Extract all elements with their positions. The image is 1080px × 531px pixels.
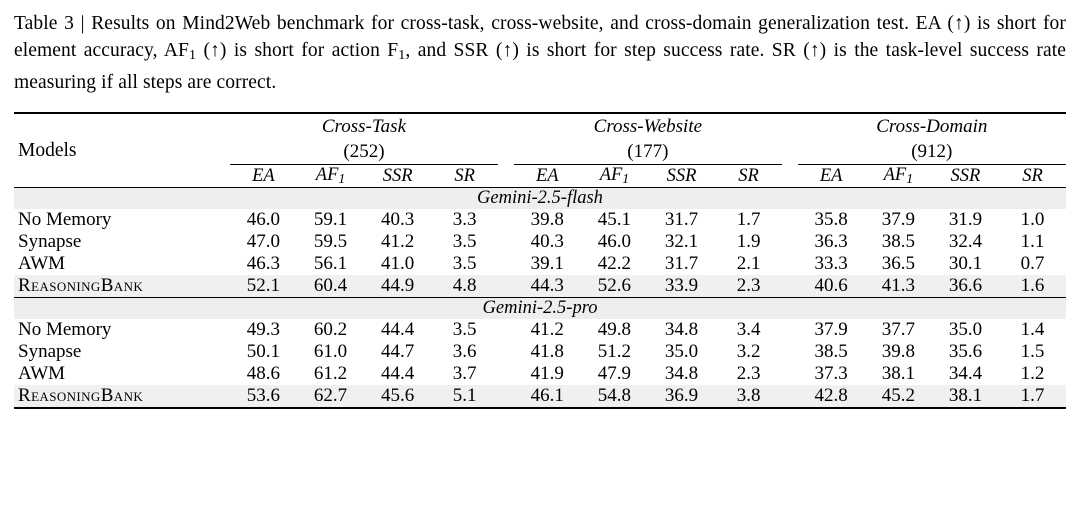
- cell-value: 38.5: [881, 231, 915, 253]
- cell-value: 1.5: [1020, 341, 1045, 363]
- cell-value: 3.8: [736, 385, 761, 407]
- row-label: Synapse: [18, 231, 82, 253]
- cell-value: 59.5: [313, 231, 348, 253]
- cell-value: 40.3: [530, 231, 564, 253]
- cell-value: 1.1: [1020, 231, 1045, 253]
- cell-value: 34.8: [664, 319, 699, 341]
- metric-header-cw-af1: $AF_1$: [599, 165, 630, 187]
- group-count-cross-domain: (912): [911, 141, 953, 163]
- cell-value: 33.3: [814, 253, 848, 275]
- cell-value: 41.8: [530, 341, 564, 363]
- cell-value: 37.9: [814, 319, 848, 341]
- cell-value: 37.7: [881, 319, 915, 341]
- cell-value: 37.9: [881, 209, 915, 231]
- cell-value: 4.8: [452, 275, 477, 297]
- cell-value: 3.5: [452, 319, 477, 341]
- cell-value: 38.1: [948, 385, 983, 407]
- cell-value: 39.8: [530, 209, 564, 231]
- metric-spacer-1: [498, 165, 514, 188]
- cell-spacer: [498, 275, 514, 298]
- cell-value: 38.1: [881, 363, 915, 385]
- cell-value: 38.5: [814, 341, 848, 363]
- cell-value: 61.0: [313, 341, 348, 363]
- cell-value: 37.3: [814, 363, 848, 385]
- row-label: No Memory: [18, 209, 112, 231]
- cell-spacer: [498, 253, 514, 275]
- cell-value: 42.2: [597, 253, 632, 275]
- cell-spacer: [782, 385, 798, 408]
- row-label: AWM: [18, 363, 66, 385]
- cell-value: 46.1: [530, 385, 564, 407]
- group-name-cross-domain: Cross-Domain: [876, 116, 988, 138]
- cell-value: 32.1: [664, 231, 699, 253]
- table-row: [14, 341, 1066, 363]
- cell-value: 32.4: [948, 231, 983, 253]
- cell-value: 0.7: [1020, 253, 1045, 275]
- cell-spacer: [782, 341, 798, 363]
- cell-value: 44.4: [381, 363, 415, 385]
- cell-value: 41.3: [881, 275, 915, 297]
- metric-header-ct-ssr: SSR: [382, 165, 413, 186]
- cell-value: 35.8: [814, 209, 848, 231]
- cell-value: 45.1: [597, 209, 632, 231]
- cell-value: 3.5: [452, 253, 477, 275]
- cell-value: 35.0: [948, 319, 983, 341]
- cell-value: 44.9: [381, 275, 415, 297]
- cell-value: 3.4: [736, 319, 761, 341]
- table-row: [14, 253, 1066, 275]
- section-title-flash: Gemini-2.5-flash: [14, 188, 1066, 210]
- cell-value: 53.6: [246, 385, 280, 407]
- cell-value: 3.3: [452, 209, 477, 231]
- cell-value: 49.3: [246, 319, 280, 341]
- table-row: [14, 231, 1066, 253]
- cell-value: 50.1: [246, 341, 280, 363]
- cell-value: 34.4: [948, 363, 983, 385]
- cell-value: 48.6: [246, 363, 280, 385]
- cell-value: 41.9: [530, 363, 564, 385]
- table-row: [14, 385, 1066, 408]
- caption-label: Table 3: [14, 13, 74, 34]
- metric-header-ct-ea: EA: [252, 165, 275, 186]
- metric-header-cd-sr: SR: [1022, 165, 1043, 186]
- cell-value: 46.0: [246, 209, 280, 231]
- cell-value: 35.0: [664, 341, 699, 363]
- cell-value: 52.1: [246, 275, 280, 297]
- cell-value: 61.2: [313, 363, 348, 385]
- cell-spacer: [782, 363, 798, 385]
- caption-text-2: (↑) is short for action F: [196, 40, 399, 61]
- cell-value: 2.3: [736, 275, 761, 297]
- metric-header-cd-ea: EA: [819, 165, 843, 186]
- cell-value: 3.6: [452, 341, 477, 363]
- table-row: [14, 363, 1066, 385]
- cell-value: 30.1: [948, 253, 983, 275]
- results-table: [14, 112, 1066, 409]
- cell-spacer: [498, 231, 514, 253]
- cell-value: 3.2: [736, 341, 761, 363]
- cell-value: 1.2: [1020, 363, 1045, 385]
- table-caption: [14, 10, 1066, 96]
- group-spacer-1: [498, 113, 514, 165]
- cell-value: 31.7: [664, 253, 699, 275]
- cell-value: 41.0: [381, 253, 415, 275]
- cell-value: 60.4: [313, 275, 348, 297]
- cell-value: 36.9: [664, 385, 699, 407]
- section-header-row: [14, 188, 1066, 210]
- cell-value: 51.2: [597, 341, 632, 363]
- cell-value: 44.3: [530, 275, 564, 297]
- row-label: ReasoningBank: [18, 275, 144, 297]
- caption-sub-2: 1: [398, 47, 406, 64]
- cell-value: 36.6: [948, 275, 983, 297]
- group-count-cross-website: (177): [627, 141, 669, 163]
- cell-value: 33.9: [664, 275, 699, 297]
- table-row: [14, 319, 1066, 341]
- cell-value: 1.7: [736, 209, 761, 231]
- group-header-cross-task: [230, 113, 498, 165]
- cell-value: 52.6: [597, 275, 632, 297]
- cell-value: 59.1: [313, 209, 348, 231]
- cell-value: 54.8: [597, 385, 632, 407]
- cell-value: 46.3: [246, 253, 280, 275]
- cell-spacer: [782, 209, 798, 231]
- cell-spacer: [498, 341, 514, 363]
- cell-spacer: [498, 363, 514, 385]
- group-header-cross-website: [514, 113, 782, 165]
- cell-value: 44.4: [381, 319, 415, 341]
- cell-value: 47.0: [246, 231, 280, 253]
- cell-value: 34.8: [664, 363, 699, 385]
- metric-header-cd-ssr: SSR: [950, 165, 981, 186]
- cell-value: 31.9: [948, 209, 983, 231]
- cell-spacer: [498, 385, 514, 408]
- metric-header-cd-af1: $AF_1$: [883, 165, 914, 187]
- cell-value: 1.0: [1020, 209, 1045, 231]
- caption-separator: |: [73, 13, 92, 34]
- cell-value: 5.1: [452, 385, 477, 407]
- metric-header-cw-sr: SR: [738, 165, 759, 186]
- cell-spacer: [782, 275, 798, 298]
- cell-value: 62.7: [313, 385, 348, 407]
- cell-value: 45.2: [881, 385, 915, 407]
- cell-value: 47.9: [597, 363, 632, 385]
- row-label: Synapse: [18, 341, 82, 363]
- metric-header-cw-ssr: SSR: [666, 165, 697, 186]
- cell-value: 41.2: [381, 231, 415, 253]
- row-label: ReasoningBank: [18, 385, 144, 407]
- table-row: [14, 209, 1066, 231]
- cell-value: 40.6: [814, 275, 848, 297]
- cell-value: 44.7: [381, 341, 415, 363]
- models-header: Models: [14, 113, 230, 188]
- group-header-cross-domain: [798, 113, 1066, 165]
- cell-spacer: [782, 253, 798, 275]
- cell-value: 42.8: [814, 385, 848, 407]
- cell-value: 1.7: [1020, 385, 1045, 407]
- cell-spacer: [498, 319, 514, 341]
- table-row: [14, 275, 1066, 298]
- cell-value: 1.9: [736, 231, 761, 253]
- cell-value: 31.7: [664, 209, 699, 231]
- cell-spacer: [782, 319, 798, 341]
- cell-value: 1.6: [1020, 275, 1045, 297]
- cell-value: 46.0: [597, 231, 632, 253]
- cell-value: 39.8: [881, 341, 915, 363]
- cell-value: 45.6: [381, 385, 415, 407]
- section-title-pro: Gemini-2.5-pro: [14, 298, 1066, 320]
- cell-value: 36.3: [814, 231, 848, 253]
- cell-value: 56.1: [313, 253, 348, 275]
- group-count-cross-task: (252): [343, 141, 385, 163]
- cell-value: 41.2: [530, 319, 564, 341]
- caption-text-3: , and SSR (↑) is short for step success rate. SR (↑) is the task-level success rate measuring if all steps are correct.: [14, 40, 1067, 94]
- metric-spacer-2: [782, 165, 798, 188]
- cell-value: 39.1: [530, 253, 564, 275]
- group-name-cross-website: Cross-Website: [593, 116, 703, 138]
- group-spacer-2: [782, 113, 798, 165]
- row-label: AWM: [18, 253, 66, 275]
- cell-spacer: [498, 209, 514, 231]
- metric-header-ct-af1: $AF_1$: [315, 165, 346, 187]
- table-bottom-rule: [14, 408, 1066, 409]
- cell-spacer: [782, 231, 798, 253]
- metric-header-cw-ea: EA: [535, 165, 559, 186]
- row-label: No Memory: [18, 319, 112, 341]
- group-name-cross-task: Cross-Task: [321, 116, 407, 138]
- cell-value: 2.1: [736, 253, 761, 275]
- caption-text-1: Results on Mind2Web benchmark for cross-task, cross-website, and cross-domain generalization test. EA (↑) is short for element accuracy, AF: [14, 13, 1066, 61]
- cell-value: 36.5: [881, 253, 915, 275]
- cell-value: 3.5: [452, 231, 477, 253]
- metric-header-ct-sr: SR: [454, 165, 475, 186]
- cell-value: 1.4: [1020, 319, 1045, 341]
- cell-value: 49.8: [597, 319, 632, 341]
- table-top-rule: [14, 113, 1066, 165]
- cell-value: 35.6: [948, 341, 983, 363]
- cell-value: 2.3: [736, 363, 761, 385]
- cell-value: 60.2: [313, 319, 348, 341]
- caption-sub-1: 1: [188, 47, 197, 64]
- cell-value: 40.3: [381, 209, 415, 231]
- section-header-row: [14, 298, 1066, 320]
- cell-value: 3.7: [452, 363, 477, 385]
